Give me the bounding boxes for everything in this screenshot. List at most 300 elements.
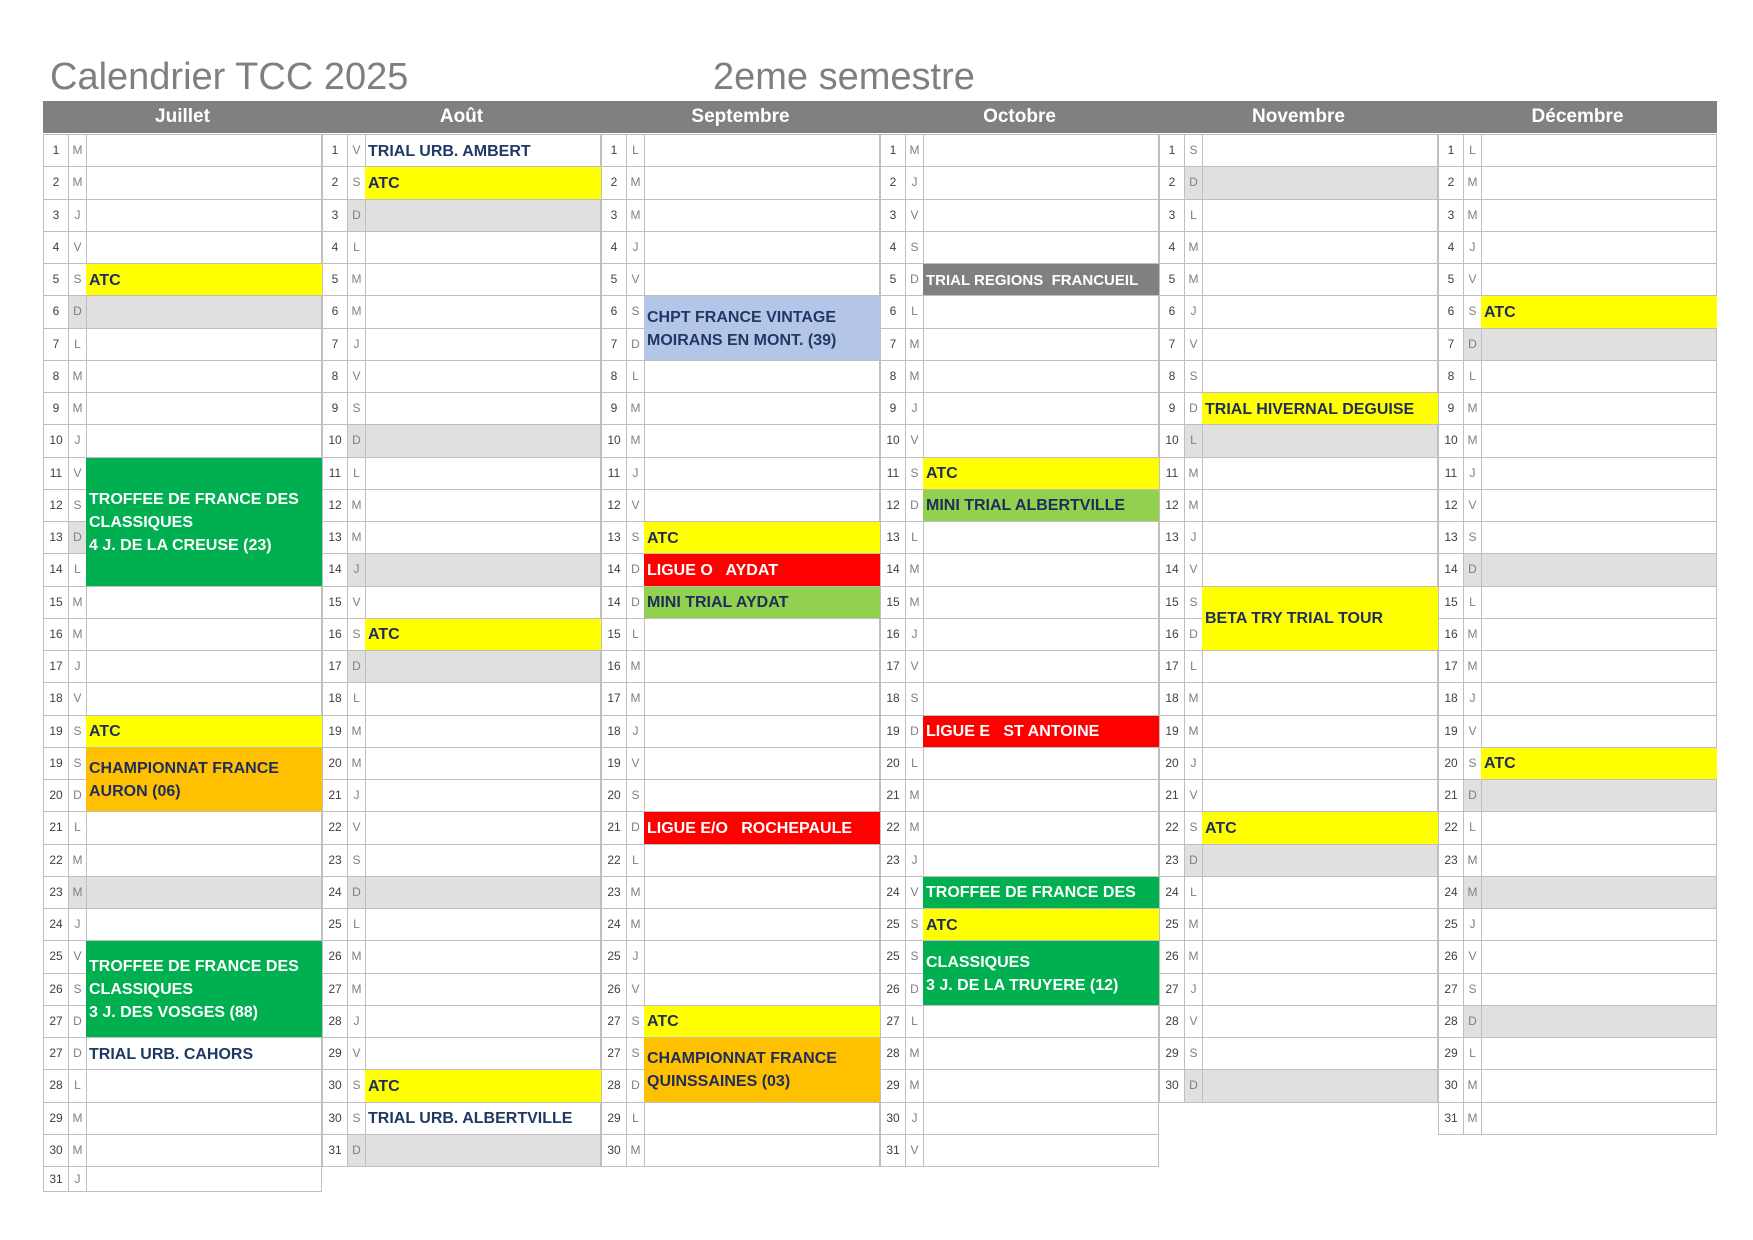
day-cell[interactable] (1202, 1069, 1438, 1102)
day-letter: M (1463, 618, 1482, 651)
day-cell[interactable] (1481, 457, 1717, 490)
day-cell[interactable] (1481, 553, 1717, 586)
day-cell[interactable] (923, 199, 1159, 232)
day-cell[interactable] (1202, 489, 1438, 522)
day-letter: D (1184, 844, 1203, 877)
day-number: 26 (601, 973, 627, 1006)
day-letter: L (1463, 586, 1482, 619)
day-cell[interactable] (1481, 715, 1717, 748)
day-cell[interactable] (644, 199, 880, 232)
day-cell[interactable] (923, 1102, 1159, 1135)
day-number: 27 (322, 973, 348, 1006)
day-cell[interactable] (923, 1005, 1159, 1038)
day-cell[interactable] (1202, 457, 1438, 490)
day-cell[interactable] (365, 392, 601, 425)
day-cell[interactable] (1481, 231, 1717, 264)
event-block[interactable]: TROFFEE DE FRANCE DES CLASSIQUES 3 J. DES VOSGES (88) (86, 941, 322, 1037)
day-letter: M (905, 779, 924, 812)
day-cell[interactable] (644, 360, 880, 393)
day-number: 29 (322, 1037, 348, 1070)
day-cell[interactable] (1202, 844, 1438, 877)
day-cell[interactable] (1481, 876, 1717, 909)
day-cell[interactable] (365, 199, 601, 232)
day-number: 15 (1438, 586, 1464, 619)
day-number: 31 (43, 1166, 69, 1192)
day-letter: M (626, 1134, 645, 1167)
day-cell[interactable] (644, 650, 880, 683)
day-letter: L (1184, 199, 1203, 232)
day-cell[interactable] (1202, 360, 1438, 393)
day-cell[interactable] (1202, 295, 1438, 328)
day-letter: S (1184, 134, 1203, 167)
day-cell[interactable] (1202, 747, 1438, 780)
day-letter: M (68, 360, 87, 393)
day-cell[interactable] (1202, 231, 1438, 264)
day-cell[interactable] (1481, 1102, 1717, 1135)
day-letter: L (626, 618, 645, 651)
day-cell[interactable] (923, 166, 1159, 199)
day-number: 6 (1159, 295, 1185, 328)
day-cell[interactable] (86, 1166, 322, 1192)
day-number: 28 (601, 1069, 627, 1102)
event-block[interactable]: LIGUE O AYDAT (644, 554, 880, 585)
day-cell[interactable] (644, 134, 880, 167)
day-cell[interactable] (923, 650, 1159, 683)
day-cell[interactable] (1481, 682, 1717, 715)
day-cell[interactable] (1202, 779, 1438, 812)
day-cell[interactable] (365, 747, 601, 780)
event-block[interactable]: CLASSIQUES 3 J. DE LA TRUYERE (12) (923, 941, 1159, 1005)
day-cell[interactable] (86, 1102, 322, 1135)
event-block[interactable]: ATC (644, 1006, 880, 1037)
day-number: 19 (880, 715, 906, 748)
day-letter: L (1184, 424, 1203, 457)
day-cell[interactable] (923, 811, 1159, 844)
day-cell[interactable] (1481, 811, 1717, 844)
day-cell[interactable] (923, 553, 1159, 586)
day-cell[interactable] (644, 392, 880, 425)
day-cell[interactable] (1481, 328, 1717, 361)
event-block[interactable]: MINI TRIAL AYDAT (644, 587, 880, 618)
day-letter: V (68, 457, 87, 490)
day-number: 14 (601, 553, 627, 586)
day-cell[interactable] (644, 844, 880, 877)
event-block[interactable]: ATC (644, 522, 880, 553)
day-cell[interactable] (1481, 1037, 1717, 1070)
day-letter: M (626, 908, 645, 941)
day-cell[interactable] (86, 1069, 322, 1102)
day-number: 3 (43, 199, 69, 232)
day-number: 20 (880, 747, 906, 780)
day-cell[interactable] (1481, 424, 1717, 457)
day-letter: L (1463, 811, 1482, 844)
day-cell[interactable] (923, 392, 1159, 425)
day-cell[interactable] (365, 811, 601, 844)
day-number: 17 (43, 650, 69, 683)
day-number: 22 (1159, 811, 1185, 844)
day-cell[interactable] (365, 424, 601, 457)
day-cell[interactable] (1202, 199, 1438, 232)
day-cell[interactable] (86, 231, 322, 264)
day-number: 24 (880, 876, 906, 909)
event-block[interactable]: ATC (923, 458, 1159, 489)
day-letter: J (1463, 682, 1482, 715)
day-cell[interactable] (86, 199, 322, 232)
event-block[interactable]: TROFFEE DE FRANCE DES (923, 877, 1159, 908)
day-number: 21 (43, 811, 69, 844)
day-number: 4 (880, 231, 906, 264)
day-cell[interactable] (923, 295, 1159, 328)
day-cell[interactable] (1202, 553, 1438, 586)
day-cell[interactable] (365, 360, 601, 393)
day-cell[interactable] (1202, 134, 1438, 167)
day-cell[interactable] (1481, 973, 1717, 1006)
day-number: 27 (601, 1037, 627, 1070)
day-cell[interactable] (365, 940, 601, 973)
day-cell[interactable] (1481, 1069, 1717, 1102)
day-cell[interactable] (86, 360, 322, 393)
day-cell[interactable] (365, 844, 601, 877)
day-number: 1 (1159, 134, 1185, 167)
day-number: 18 (1159, 682, 1185, 715)
day-number: 31 (322, 1134, 348, 1167)
day-cell[interactable] (365, 553, 601, 586)
event-block[interactable]: LIGUE E/O ROCHEPAULE (644, 812, 880, 843)
day-cell[interactable] (86, 134, 322, 167)
day-number: 12 (43, 489, 69, 522)
day-number: 19 (1438, 715, 1464, 748)
day-number: 22 (601, 844, 627, 877)
day-cell[interactable] (365, 876, 601, 909)
day-number: 24 (322, 876, 348, 909)
day-cell[interactable] (644, 489, 880, 522)
day-letter: M (347, 747, 366, 780)
day-cell[interactable] (1481, 908, 1717, 941)
day-cell[interactable] (1202, 263, 1438, 296)
day-letter: L (347, 457, 366, 490)
day-number: 12 (880, 489, 906, 522)
event-block[interactable]: ATC (1202, 812, 1438, 843)
day-letter: D (905, 715, 924, 748)
day-number: 25 (43, 940, 69, 973)
month-header: Décembre (1438, 101, 1717, 133)
day-letter: J (347, 328, 366, 361)
day-letter: D (347, 199, 366, 232)
day-cell[interactable] (86, 908, 322, 941)
day-letter: S (347, 844, 366, 877)
day-number: 1 (322, 134, 348, 167)
day-cell[interactable] (644, 166, 880, 199)
day-cell[interactable] (1202, 650, 1438, 683)
day-cell[interactable] (923, 521, 1159, 554)
event-block[interactable]: LIGUE E ST ANTOINE (923, 716, 1159, 747)
day-letter: J (1463, 231, 1482, 264)
day-number: 18 (43, 682, 69, 715)
day-letter: M (347, 295, 366, 328)
day-cell[interactable] (86, 1134, 322, 1167)
day-cell[interactable] (86, 876, 322, 909)
day-cell[interactable] (1481, 650, 1717, 683)
day-cell[interactable] (1202, 328, 1438, 361)
day-number: 15 (880, 586, 906, 619)
day-cell[interactable] (365, 1134, 601, 1167)
day-cell[interactable] (1481, 1005, 1717, 1038)
day-cell[interactable] (1202, 1037, 1438, 1070)
day-cell[interactable] (365, 586, 601, 619)
day-number: 9 (1159, 392, 1185, 425)
day-letter: V (626, 747, 645, 780)
day-cell[interactable] (923, 586, 1159, 619)
day-cell[interactable] (644, 747, 880, 780)
day-number: 8 (880, 360, 906, 393)
day-cell[interactable] (923, 424, 1159, 457)
day-cell[interactable] (644, 779, 880, 812)
day-letter: D (905, 973, 924, 1006)
day-cell[interactable] (1202, 1005, 1438, 1038)
day-number: 6 (1438, 295, 1464, 328)
day-letter: M (347, 715, 366, 748)
day-cell[interactable] (86, 650, 322, 683)
event-block[interactable]: TROFFEE DE FRANCE DES CLASSIQUES 4 J. DE LA CREUSE (23) (86, 458, 322, 586)
day-cell[interactable] (1202, 940, 1438, 973)
day-cell[interactable] (923, 231, 1159, 264)
day-cell[interactable] (365, 263, 601, 296)
event-block[interactable]: ATC (365, 167, 601, 198)
day-letter: L (1463, 360, 1482, 393)
day-cell[interactable] (1481, 489, 1717, 522)
day-cell[interactable] (1202, 521, 1438, 554)
day-cell[interactable] (1481, 586, 1717, 619)
day-number: 23 (1159, 844, 1185, 877)
day-cell[interactable] (644, 876, 880, 909)
day-cell[interactable] (644, 424, 880, 457)
day-letter: D (68, 1005, 87, 1038)
day-letter: L (905, 747, 924, 780)
day-cell[interactable] (365, 231, 601, 264)
day-letter: M (1184, 940, 1203, 973)
day-number: 2 (1438, 166, 1464, 199)
day-cell[interactable] (923, 1134, 1159, 1167)
day-number: 15 (322, 586, 348, 619)
day-letter: M (626, 650, 645, 683)
day-cell[interactable] (644, 1134, 880, 1167)
event-block[interactable]: ATC (365, 1070, 601, 1101)
day-letter: V (68, 940, 87, 973)
day-cell[interactable] (1202, 682, 1438, 715)
day-letter: S (347, 1102, 366, 1135)
day-letter: J (68, 650, 87, 683)
day-letter: J (68, 908, 87, 941)
day-letter: V (347, 134, 366, 167)
event-block[interactable]: CHPT FRANCE VINTAGE MOIRANS EN MONT. (39) (644, 296, 880, 360)
day-cell[interactable] (644, 263, 880, 296)
day-number: 22 (880, 811, 906, 844)
day-cell[interactable] (1481, 618, 1717, 651)
day-cell[interactable] (1481, 199, 1717, 232)
day-number: 24 (1438, 876, 1464, 909)
day-cell[interactable] (86, 166, 322, 199)
day-cell[interactable] (644, 457, 880, 490)
event-block[interactable]: CHAMPIONNAT FRANCE AURON (06) (86, 748, 322, 812)
day-number: 13 (601, 521, 627, 554)
day-number: 18 (880, 682, 906, 715)
day-cell[interactable] (86, 295, 322, 328)
day-cell[interactable] (923, 1069, 1159, 1102)
day-letter: S (905, 940, 924, 973)
day-letter: M (347, 973, 366, 1006)
event-block[interactable]: TRIAL URB. ALBERTVILLE (368, 1110, 573, 1128)
event-block[interactable]: MINI TRIAL ALBERTVILLE (923, 490, 1159, 521)
day-number: 12 (322, 489, 348, 522)
day-number: 10 (1438, 424, 1464, 457)
day-letter: M (347, 263, 366, 296)
day-cell[interactable] (923, 1037, 1159, 1070)
day-cell[interactable] (86, 682, 322, 715)
day-cell[interactable] (365, 908, 601, 941)
event-block[interactable]: TRIAL HIVERNAL DEGUISE (1202, 393, 1438, 424)
day-number: 30 (322, 1102, 348, 1135)
day-number: 30 (43, 1134, 69, 1167)
day-letter: S (905, 231, 924, 264)
day-cell[interactable] (1481, 134, 1717, 167)
day-cell[interactable] (1481, 263, 1717, 296)
day-cell[interactable] (365, 295, 601, 328)
day-cell[interactable] (1481, 521, 1717, 554)
day-cell[interactable] (365, 328, 601, 361)
day-cell[interactable] (644, 940, 880, 973)
day-cell[interactable] (644, 618, 880, 651)
day-cell[interactable] (923, 747, 1159, 780)
day-cell[interactable] (923, 682, 1159, 715)
event-block[interactable]: TRIAL URB. AMBERT (368, 142, 531, 160)
day-letter: J (626, 231, 645, 264)
event-block[interactable]: ATC (86, 716, 322, 747)
day-cell[interactable] (923, 328, 1159, 361)
day-cell[interactable] (365, 650, 601, 683)
day-number: 30 (601, 1134, 627, 1167)
day-cell[interactable] (1202, 424, 1438, 457)
day-number: 22 (43, 844, 69, 877)
day-number: 7 (43, 328, 69, 361)
event-block[interactable]: CHAMPIONNAT FRANCE QUINSSAINES (03) (644, 1038, 880, 1102)
event-block[interactable]: ATC (1481, 748, 1717, 779)
page-subtitle: 2eme semestre (713, 56, 975, 98)
event-block[interactable]: ATC (86, 264, 322, 295)
day-letter: J (347, 553, 366, 586)
day-number: 2 (601, 166, 627, 199)
day-cell[interactable] (1481, 940, 1717, 973)
day-cell[interactable] (365, 779, 601, 812)
day-cell[interactable] (86, 811, 322, 844)
day-letter: V (1184, 328, 1203, 361)
day-letter: L (626, 844, 645, 877)
day-number: 21 (1438, 779, 1464, 812)
day-cell[interactable] (644, 1102, 880, 1135)
day-number: 11 (43, 457, 69, 490)
day-cell[interactable] (365, 715, 601, 748)
day-cell[interactable] (1202, 166, 1438, 199)
day-letter: J (68, 424, 87, 457)
day-cell[interactable] (644, 973, 880, 1006)
day-letter: L (68, 553, 87, 586)
day-cell[interactable] (365, 1037, 601, 1070)
day-letter: D (626, 553, 645, 586)
day-cell[interactable] (365, 521, 601, 554)
day-number: 3 (601, 199, 627, 232)
day-cell[interactable] (365, 682, 601, 715)
day-number: 6 (43, 295, 69, 328)
day-cell[interactable] (1481, 166, 1717, 199)
day-cell[interactable] (1202, 973, 1438, 1006)
day-cell[interactable] (923, 360, 1159, 393)
day-cell[interactable] (1481, 392, 1717, 425)
month-header: Octobre (880, 101, 1159, 133)
day-cell[interactable] (365, 457, 601, 490)
day-cell[interactable] (86, 618, 322, 651)
day-cell[interactable] (1481, 360, 1717, 393)
day-cell[interactable] (86, 844, 322, 877)
day-cell[interactable] (644, 682, 880, 715)
day-number: 9 (880, 392, 906, 425)
day-letter: L (626, 1102, 645, 1135)
event-block[interactable]: BETA TRY TRIAL TOUR (1202, 587, 1438, 651)
day-cell[interactable] (644, 231, 880, 264)
event-block[interactable]: TRIAL REGIONS FRANCUEIL (923, 264, 1159, 295)
event-block[interactable]: ATC (365, 619, 601, 650)
event-block[interactable]: ATC (1481, 296, 1717, 327)
day-cell[interactable] (644, 715, 880, 748)
day-letter: D (1184, 166, 1203, 199)
day-letter: D (626, 328, 645, 361)
day-cell[interactable] (1202, 715, 1438, 748)
day-letter: V (347, 811, 366, 844)
day-letter: M (1184, 908, 1203, 941)
day-number: 21 (1159, 779, 1185, 812)
event-block[interactable]: ATC (923, 909, 1159, 940)
day-cell[interactable] (923, 618, 1159, 651)
day-cell[interactable] (86, 424, 322, 457)
day-cell[interactable] (923, 779, 1159, 812)
day-cell[interactable] (86, 392, 322, 425)
day-number: 30 (322, 1069, 348, 1102)
day-letter: D (347, 1134, 366, 1167)
day-cell[interactable] (365, 973, 601, 1006)
day-cell[interactable] (923, 844, 1159, 877)
day-number: 9 (601, 392, 627, 425)
day-number: 1 (43, 134, 69, 167)
day-cell[interactable] (1481, 779, 1717, 812)
event-block[interactable]: TRIAL URB. CAHORS (89, 1045, 254, 1063)
day-number: 14 (322, 553, 348, 586)
day-cell[interactable] (1202, 876, 1438, 909)
day-cell[interactable] (365, 1005, 601, 1038)
day-cell[interactable] (923, 134, 1159, 167)
day-letter: M (1184, 682, 1203, 715)
day-cell[interactable] (86, 328, 322, 361)
day-cell[interactable] (86, 586, 322, 619)
day-number: 14 (880, 553, 906, 586)
day-cell[interactable] (1202, 908, 1438, 941)
day-letter: S (347, 392, 366, 425)
day-letter: M (626, 424, 645, 457)
day-letter: S (68, 489, 87, 522)
day-cell[interactable] (365, 489, 601, 522)
day-letter: D (1184, 618, 1203, 651)
month-header: Septembre (601, 101, 880, 133)
day-cell[interactable] (644, 908, 880, 941)
day-letter: M (626, 682, 645, 715)
day-cell[interactable] (1481, 844, 1717, 877)
